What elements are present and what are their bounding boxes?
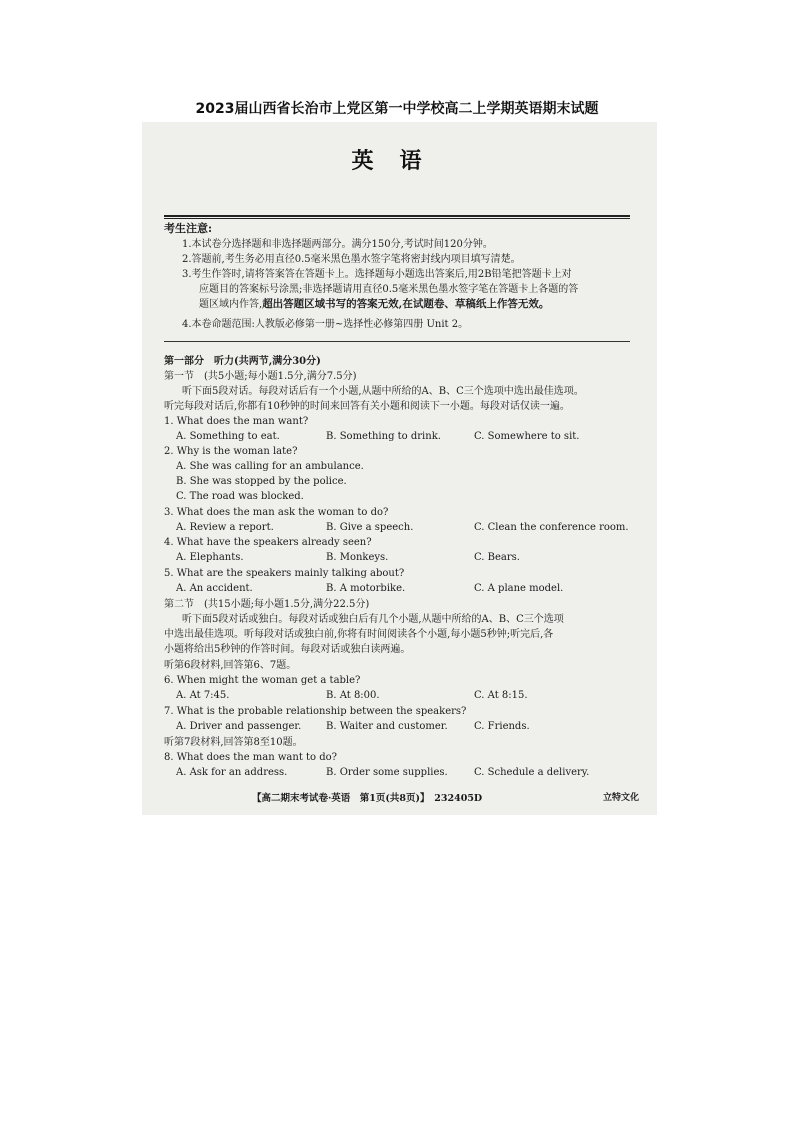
section-title: 第二节 (共15小题;每小题1.5分,满分22.5分) [164, 599, 370, 610]
question: 7. What is the probable relationship between the speakers? [164, 706, 467, 717]
option-b: B. Something to drink. [326, 431, 441, 442]
option-b: B. Order some supplies. [326, 767, 448, 778]
option-c: C. Friends. [474, 721, 530, 732]
directions: 听下面5段对话。每段对话后有一个小题,从题中所给的A、B、C三个选项中选出最佳选项。 [182, 386, 584, 397]
option-c: C. Schedule a delivery. [474, 767, 590, 778]
question: 6. When might the woman get a table? [164, 675, 361, 686]
document-title: 2023届山西省长治市上党区第一中学校高二上学期英语期末试题 [195, 101, 599, 117]
option-a: A. Something to eat. [176, 431, 280, 442]
option-b: B. A motorbike. [326, 583, 406, 594]
footer-page-info: 【高二期末考试卷·英语 第1页(共8页)】 232405D [252, 793, 483, 804]
notice-item [199, 298, 549, 311]
question: 1. What does the man want? [164, 416, 309, 427]
notice-bottom-rule [164, 341, 630, 342]
option-c: C. Bears. [474, 552, 520, 563]
option-a: A. At 7:45. [176, 690, 230, 701]
option-a: A. Driver and passenger. [176, 721, 302, 732]
notice-item: 2.答题前,考生务必用直径0.5毫米黑色墨水签字笔将密封线内项目填写清楚。 [182, 254, 521, 265]
directions: 中选出最佳选项。听每段对话或独白前,你将有时间阅读各个小题,每小题5秒钟;听完后,各 [164, 629, 554, 640]
question: 8. What does the man want to do? [164, 752, 338, 763]
directions: 听下面5段对话或独白。每段对话或独白后有几个小题,从题中所给的A、B、C三个选项 [182, 614, 564, 625]
question: 2. Why is the woman late? [164, 446, 298, 457]
option-a: A. Ask for an address. [176, 767, 288, 778]
option-c: C. Somewhere to sit. [474, 431, 580, 442]
question: 5. What are the speakers mainly talking about? [164, 568, 405, 579]
notice-item: 4.本卷命题范围:人教版必修第一册~选择性必修第四册 Unit 2。 [182, 319, 469, 330]
footer-publisher: 立特文化 [602, 793, 639, 803]
directions: 听完每段对话后,你都有10秒钟的时间来回答有关小题和阅读下一小题。每段对话仅读一遍。 [164, 401, 570, 412]
option-a: A. An accident. [176, 583, 253, 594]
scanned-exam-page [142, 122, 657, 815]
material-intro: 听第7段材料,回答第8至10题。 [164, 737, 303, 748]
option-b: B. She was stopped by the police. [176, 476, 347, 487]
notice-item: 1.本试卷分选择题和非选择题两部分。满分150分,考试时间120分钟。 [182, 239, 493, 250]
header-rule [164, 215, 630, 217]
option-c: C. A plane model. [474, 583, 564, 594]
option-a: A. Review a report. [176, 522, 274, 533]
section-title: 第一节 (共5小题;每小题1.5分,满分7.5分) [164, 371, 357, 382]
option-b: B. Waiter and customer. [326, 721, 448, 732]
option-b: B. At 8:00. [326, 690, 380, 701]
part-title: 第一部分 听力(共两节,满分30分) [164, 356, 321, 367]
option-b: B. Give a speech. [326, 522, 414, 533]
notice-item: 应题目的答案标号涂黑;非选择题请用直径0.5毫米黑色墨水签字笔在答题卡上各题的答 [199, 284, 579, 295]
directions: 小题将给出5秒钟的作答时间。每段对话或独白读两遍。 [164, 644, 411, 655]
option-b: B. Monkeys. [326, 552, 389, 563]
option-a: A. She was calling for an ambulance. [176, 461, 364, 472]
show-through-text [442, 130, 444, 140]
option-c: C. At 8:15. [474, 690, 528, 701]
subject-heading: 英语 [351, 148, 448, 174]
notice-warning: 超出答题区域书写的答案无效,在试题卷、草稿纸上作答无效。 [262, 298, 550, 310]
notice-title: 考生注意: [164, 222, 213, 235]
material-intro: 听第6段材料,回答第6、7题。 [164, 660, 297, 671]
notice-item-part: 题区域内作答, [199, 299, 263, 310]
option-a: A. Elephants. [176, 552, 244, 563]
question: 3. What does the man ask the woman to do? [164, 507, 389, 518]
notice-item: 3.考生作答时,请将答案答在答题卡上。选择题每小题选出答案后,用2B铅笔把答题卡上对 [182, 269, 572, 280]
option-c: C. The road was blocked. [176, 491, 304, 502]
header-rule-thin [164, 218, 630, 219]
question: 4. What have the speakers already seen? [164, 537, 372, 548]
option-c: C. Clean the conference room. [474, 522, 629, 533]
